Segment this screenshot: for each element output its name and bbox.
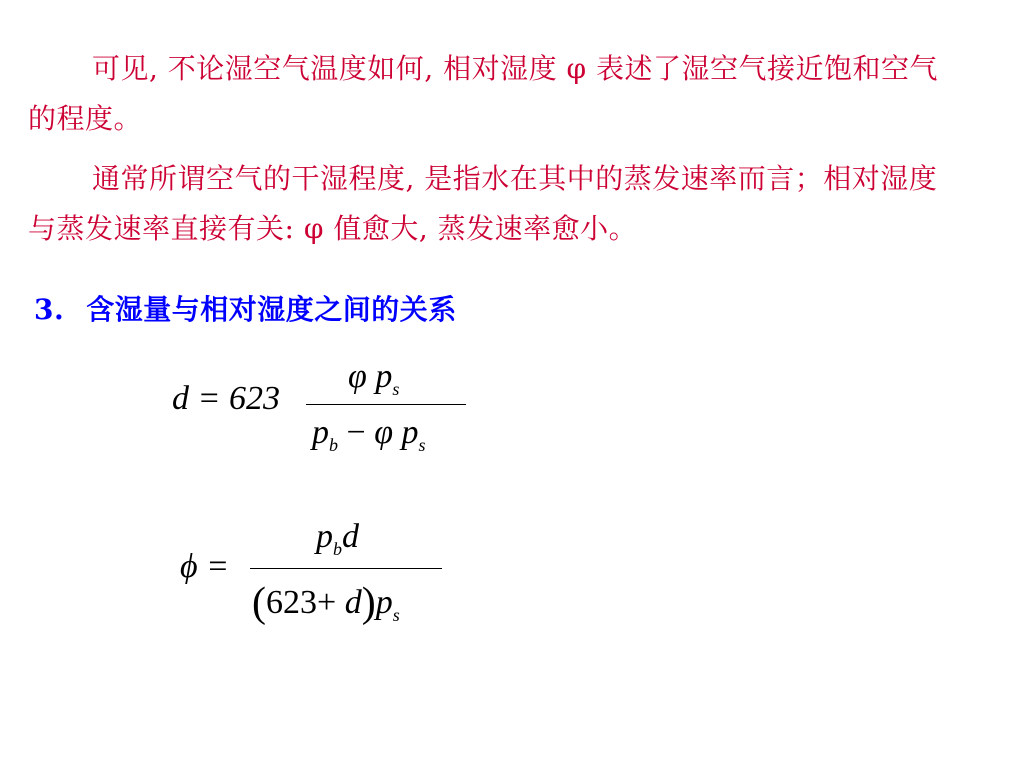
formula-relative-humidity [180,518,480,638]
fraction-bar [306,404,466,405]
section-title: 含湿量与相对湿度之间的关系 [86,293,457,326]
subscript-s: s [418,435,426,455]
d-symbol: d [342,518,359,555]
close-paren: ) [361,580,376,626]
formula-1-lhs [172,380,280,418]
p-symbol: p [312,414,329,451]
formula-2-numerator [316,518,359,559]
paragraph-humidity-meaning: 可见, 不论湿空气温度如何, 相对湿度 φ 表述了湿空气接近饱和空气的程度。 [28,52,939,135]
p-symbol: p [316,518,333,555]
open-paren: ( [252,580,266,626]
section-heading [34,288,457,328]
plus-sign: + [317,584,337,621]
paragraph-evaporation-rate: 通常所谓空气的干湿程度, 是指水在其中的蒸发速率而言；相对湿度与蒸发速率直接有关: φ 值愈大, 蒸发速率愈小。 [28,162,938,245]
formula-1-denominator [312,414,426,455]
subscript-s: s [392,605,400,625]
formula-moisture-content [172,358,472,468]
subscript-b: b [333,539,342,559]
formula-1-lhs-text: d = 623 [172,380,280,417]
p-symbol: p [401,414,419,451]
fraction-bar [250,568,442,569]
p-symbol: p [375,584,393,621]
phi-symbol: φ [348,358,367,395]
formula-2-denominator [252,576,400,624]
subscript-b: b [329,435,338,455]
section-number: 3. [34,293,65,326]
formula-1-numerator [348,358,400,399]
p-symbol: p [375,358,393,395]
phi-symbol: φ [374,414,393,451]
subscript-s: s [392,379,400,399]
minus-sign: − [338,414,375,451]
constant-623: 623 [266,584,317,621]
d-symbol: d [344,584,362,621]
formula-2-lhs-text: ϕ = [180,548,230,585]
formula-2-lhs [180,548,229,586]
